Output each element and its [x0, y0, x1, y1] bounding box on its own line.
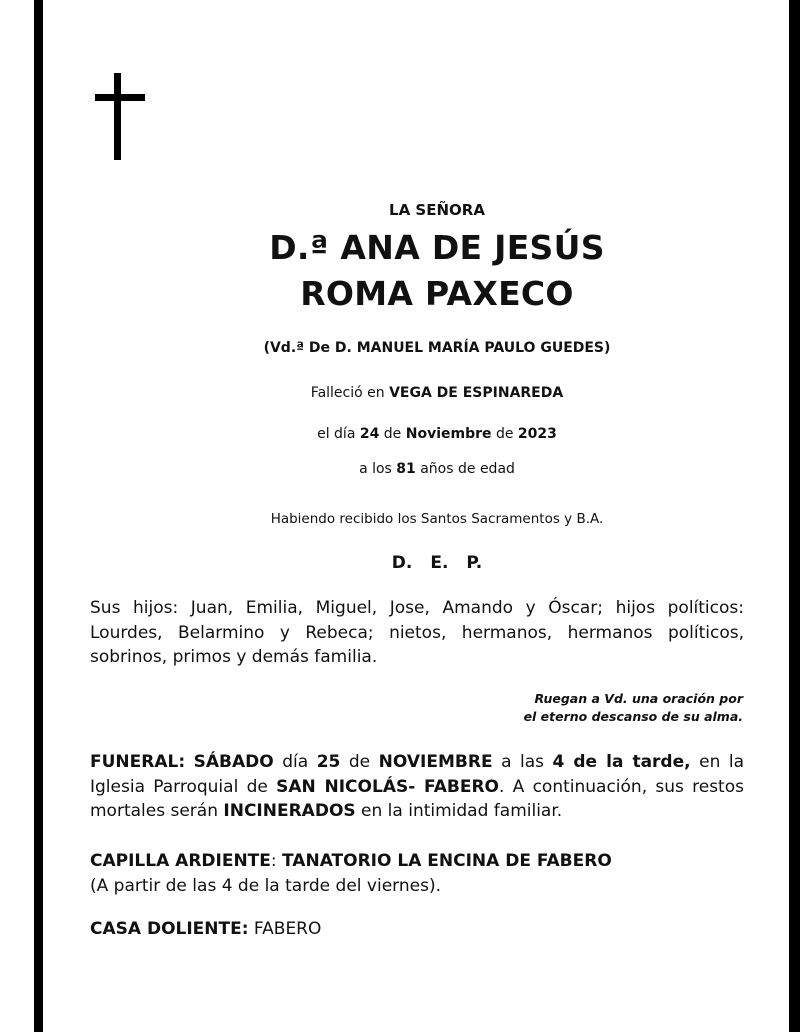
title-prefix: LA SEÑORA: [389, 201, 485, 219]
prayer-request: Ruegan a Vd. una oración por el eterno descanso de su alma.: [523, 691, 743, 724]
death-date: el día 24 de Noviembre de 2023: [317, 426, 557, 442]
deceased-name-line1: D.ª ANA DE JESÚS: [269, 228, 605, 267]
funeral-paragraph: FUNERAL: SÁBADO día 25 de NOVIEMBRE a las 4 de la tarde, en la Iglesia Parroquial de SAN NICOLÁS- FABERO. A continuación, sus restos mortales serán INCINERADOS en la intimidad familiar.: [90, 752, 744, 821]
sacraments-text: Habiendo recibido los Santos Sacramentos y B.A.: [270, 511, 604, 527]
house-info: CASA DOLIENTE: FABERO: [90, 919, 322, 939]
chapel-info: CAPILLA ARDIENTE: TANATORIO LA ENCINA DE FABERO (A partir de las 4 de la tarde del viernes).: [90, 851, 612, 896]
dep-initials: D. E. P.: [391, 553, 483, 573]
family-paragraph: Sus hijos: Juan, Emilia, Miguel, Jose, Amando y Óscar; hijos políticos: Lourdes, Belarmino y Rebeca; nietos, hermanos, hermanos políticos, sobrinos, primos y demás familia.: [90, 598, 744, 667]
widow-of: (Vd.ª De D. MANUEL MARÍA PAULO GUEDES): [263, 340, 611, 356]
death-age: a los 81 años de edad: [359, 461, 515, 477]
cross-icon: [95, 73, 145, 160]
deceased-name-line2: ROMA PAXECO: [300, 274, 574, 313]
left-border: [34, 0, 43, 1032]
death-place: Falleció en VEGA DE ESPINAREDA: [310, 385, 564, 401]
right-border: [789, 0, 800, 1032]
